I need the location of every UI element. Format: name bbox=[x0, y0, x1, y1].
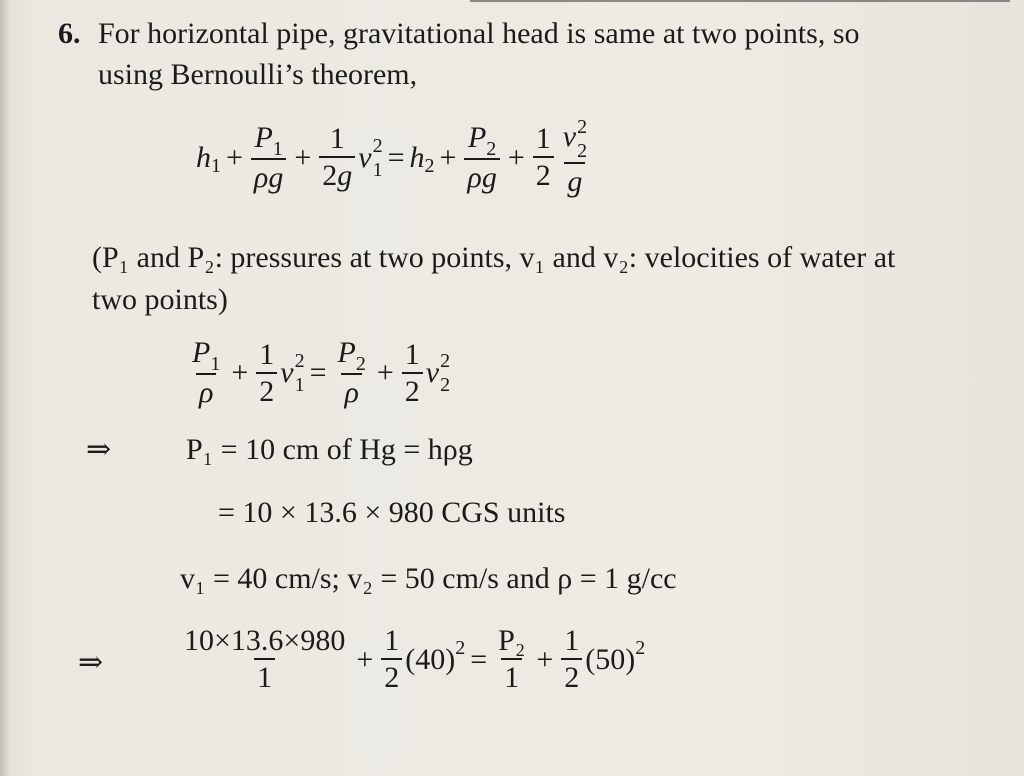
power-2: 2 bbox=[635, 636, 646, 659]
note-line-1: (P₁ and P₂: pressures at two points, v₁ and v₂: velocities of water at bbox=[92, 241, 896, 274]
bernoulli-equation: h 1 + $\frac{P_1}{\rho g}$ + $\frac{1}{2g}$ v 2 1 = h 2 + $\frac{P_2}{\rho g}$ + $\frac{1}{2}$ v 2 2 g bbox=[196, 116, 588, 198]
note-line-2: two points) bbox=[92, 283, 228, 316]
numeric-denominator: 1 bbox=[254, 658, 275, 693]
pressure-line: P₁ = 10 cm of Hg = hρg bbox=[186, 433, 473, 466]
simplified-equation: $\frac{P_1}{\rho}$ + $\frac{1}{2}$ v 2 1 = $\frac{P_2}{\rho}$ + $\frac{1}{2}$ v 2 2 bbox=[192, 336, 451, 409]
intro-line-2: using Bernoulli’s theorem, bbox=[98, 58, 418, 91]
numeric-numerator: 10×13.6×980 bbox=[184, 624, 346, 657]
velocities-line: v₁ = 40 cm/s; v₂ = 50 cm/s and ρ = 1 g/cc bbox=[180, 562, 677, 595]
power-1: 2 bbox=[455, 636, 466, 659]
pressure-value-line: = 10 × 13.6 × 980 CGS units bbox=[218, 496, 566, 529]
cut-off-previous-line bbox=[470, 0, 1010, 6]
implies-arrow-1: ⇒ bbox=[86, 433, 112, 466]
term-40: (40) bbox=[405, 642, 456, 676]
p2-num: P₂ bbox=[498, 624, 526, 657]
p2-den: 1 bbox=[501, 658, 522, 693]
half-num-2: 1 bbox=[564, 624, 580, 657]
intro-line-1: For horizontal pipe, gravitational head is same at two points, so bbox=[98, 17, 860, 50]
numeric-equation: $\frac{10\times 13.6\times 980}{1}$ + $\frac{1}{2}$ (40) 2 = $\frac{\text{P₂}}{1}$ + $\frac{1}{2}$ (50) 2 bbox=[178, 626, 645, 693]
half-den-2: 2 bbox=[561, 658, 582, 693]
implies-arrow-2: ⇒ bbox=[78, 646, 104, 679]
half-den-1: 2 bbox=[381, 658, 402, 693]
term-50: (50) bbox=[585, 642, 636, 676]
half-num-1: 1 bbox=[384, 624, 400, 657]
item-number: 6. bbox=[58, 17, 81, 50]
